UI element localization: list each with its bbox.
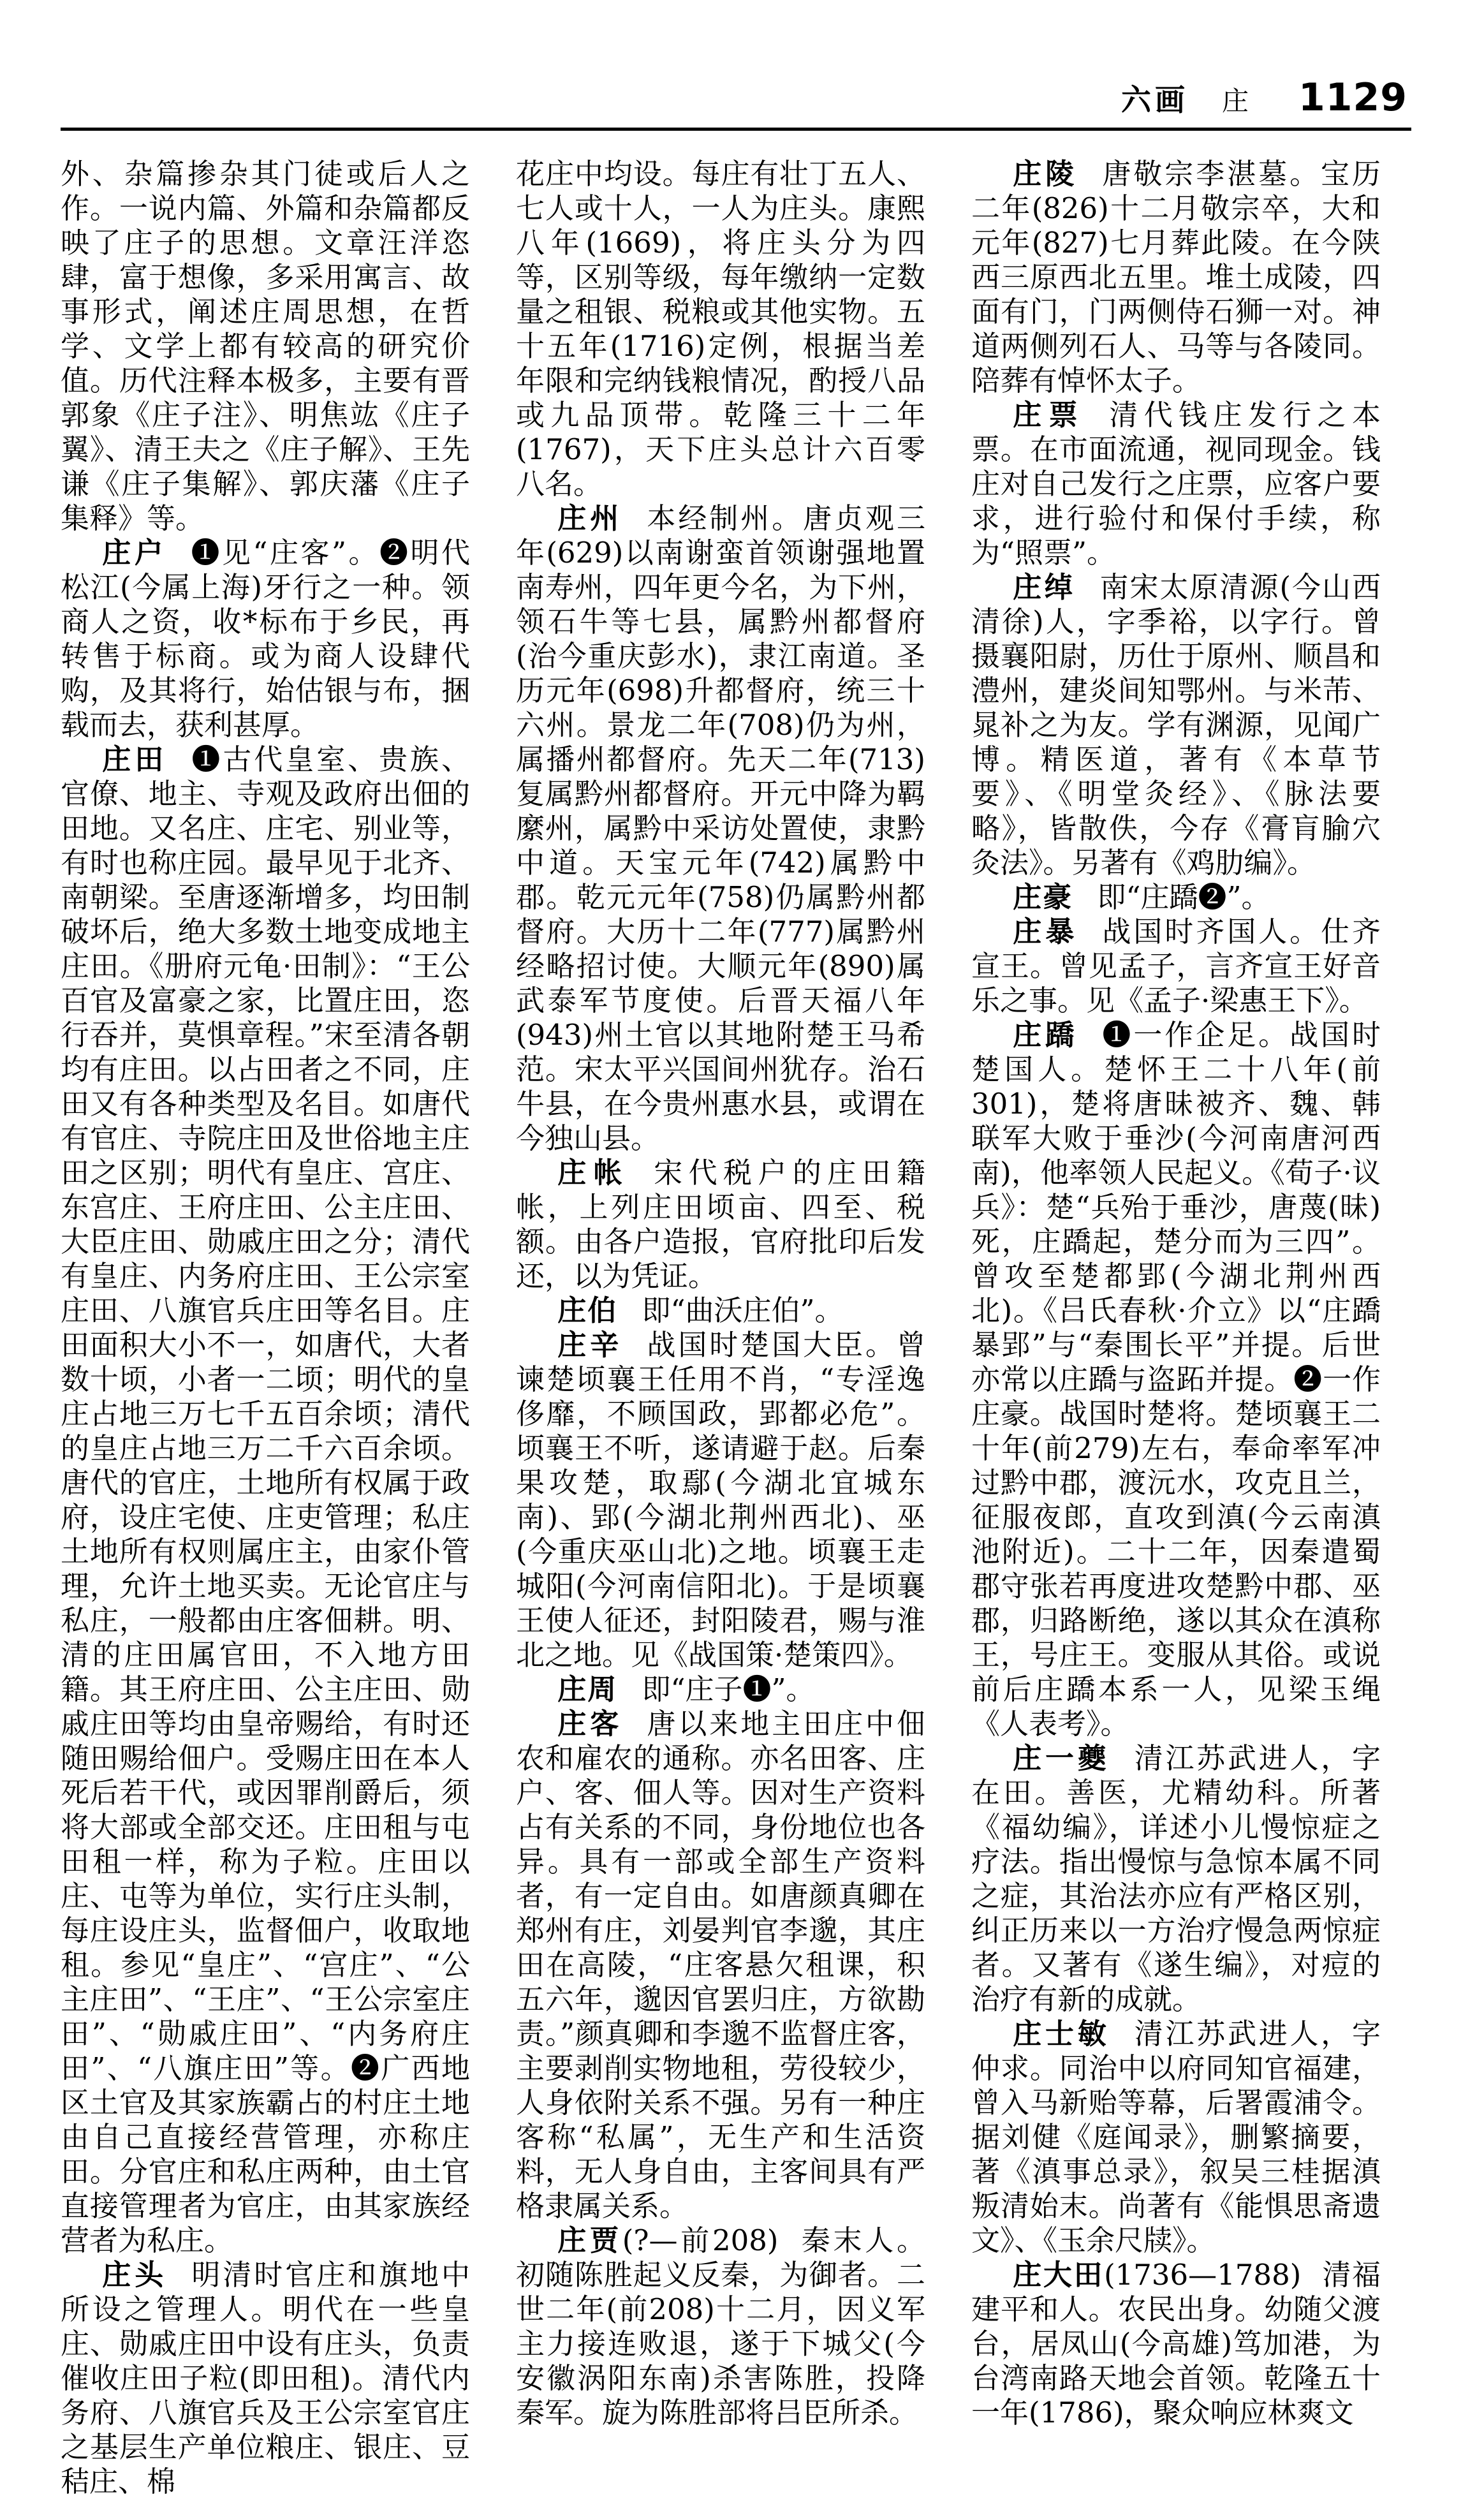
entry-text: 即“庄蹻❷”。: [1097, 880, 1270, 914]
entry-text: 战国时楚国大臣。曾谏楚顷襄王任用不肖，“专淫逸侈靡，不顾国政，郢都必危”。顷襄王不听，遂请避于赵。后秦果攻楚，取鄢(今湖北宜城东南)、郢(今湖北荆州西北)、巫(今重庆巫山北)之地。顷襄王走城阳(今河南信阳北)。于是顷襄王使人征还，封阳陵君，赐与淮北之地。见《战国策·楚策四》。: [516, 1328, 925, 1672]
entry-text: 秦末人。初随陈胜起义反秦，为御者。二世二年(前208)十二月，因义军主力接连败退，遂于下城父(今安徽涡阳东南)杀害陈胜，投降秦军。旋为陈胜部将吕臣所杀。: [516, 2223, 925, 2429]
dictionary-entry: [971, 880, 1381, 915]
entry-text: 即“曲沃庄伯”。: [642, 1294, 844, 1327]
entry-headword: 庄一夔: [1013, 1741, 1110, 1775]
dictionary-entry: [971, 157, 1381, 398]
entry-headword: 庄周: [557, 1672, 618, 1706]
entry-text: ❶见“庄客”。❷明代松江(今属上海)牙行之一种。领商人之资，收*标布于乡民，再转售于标商。或为商人设肆代购，及其将行，始估银与布，捆载而去，获利甚厚。: [61, 536, 470, 742]
header-rule: [61, 128, 1411, 131]
entry-headword: 庄客: [557, 1707, 623, 1741]
dictionary-entry: [971, 1018, 1381, 1741]
entry-text: 清福建平和人。农民出身。幼随父渡台，居凤山(今高雄)笃加港，为台湾南路天地会首领。乾隆五十一年(1786)，聚众响应林爽文: [971, 2258, 1381, 2429]
entry-headword: 庄票: [1013, 398, 1085, 432]
entry-headword: 庄伯: [557, 1294, 618, 1327]
entry-text: 即“庄子❶”。: [642, 1672, 815, 1706]
entry-dates: (?—前208): [622, 2223, 779, 2257]
entry-headword: 庄豪: [1013, 880, 1073, 914]
entry-text: 战国时齐国人。仕齐宣王。曾见孟子，言齐宣王好音乐之事。见《孟子·梁惠王下》。: [971, 915, 1381, 1017]
entry-headword: 庄帐: [557, 1156, 630, 1190]
entry-dates: (1736—1788): [1104, 2258, 1302, 2292]
dictionary-entry: [516, 1294, 925, 1328]
entry-text: ❶古代皇室、贵族、官僚、地主、寺观及政府出佃的田地。又名庄、庄宅、别业等，有时也称庄园。最早见于北齐、南朝梁。至唐逐渐增多，均田制破坏后，绝大多数土地变成地主庄田。《册府元龟·田制》：“王公百官及富豪之家，比置庄田，恣行吞并，莫惧章程。”宋至清各朝均有庄田。以占田者之不同，庄田又有各种类型及名目。如唐代有官庄、寺院庄田及世俗地主庄田之区别；明代有皇庄、宫庄、东宫庄、王府庄田、公主庄田、大臣庄田、勋戚庄田之分；清代有皇庄、内务府庄田、王公宗室庄田、八旗官兵庄田等名目。庄田面积大小不一，如唐代，大者数十顷，小者一二顷；明代的皇庄占地三万七千五百余顷；清代的皇庄占地三万二千六百余顷。唐代的官庄，土地所有权属于政府，设庄宅使、庄吏管理；私庄土地所有权则属庄主，由家仆管理，允许土地买卖。无论官庄与私庄，一般都由庄客佃耕。明、清的庄田属官田，不入地方田籍。其王府庄田、公主庄田、勋戚庄田等均由皇帝赐给，有时还随田赐给佃户。受赐庄田在本人死后若干代，或因罪削爵后，须将大部或全部交还。庄田租与屯田租一样，称为子粒。庄田以庄、屯等为单位，实行庄头制，每庄设庄头，监督佃户，收取地租。参见“皇庄”、“宫庄”、“公主庄田”、“王庄”、“王公宗室庄田”、“勋戚庄田”、“内务府庄田”、“八旗庄田”等。❷广西地区土官及其家族霸占的村庄土地由自己直接经营管理，亦称庄田。分官庄和私庄两种，由土官直接管理者为官庄，由其家族经营者为私庄。: [61, 742, 470, 2257]
entry-headword: 庄大田: [1013, 2258, 1105, 2292]
entry-text: 唐以来地主田庄中佃农和雇农的通称。亦名田客、庄户、客、佃人等。因对生产资料占有关系的不同，身份地位也各异。具有一部或全部生产资料者，有一定自由。如唐颜真卿在郑州有庄，刘晏判官李邈，其庄田在高陵，“庄客悬欠租课，积五六年，邈因官罢归庄，方欲勘责。”颜真卿和李邈不监督庄客，主要剥削实物地租，劳役较少，人身依附关系不强。另有一种庄客称“私属”，无生产和生活资料，无人身自由，主客间具有严格隶属关系。: [516, 1707, 925, 2223]
entry-continuation: [516, 157, 925, 501]
entry-headword: 庄户: [102, 536, 167, 570]
dictionary-entry: [971, 1741, 1381, 2017]
entry-text: 外、杂篇掺杂其门徒或后人之作。一说内篇、外篇和杂篇都反映了庄子的思想。文章汪洋恣肆，富于想像，多采用寓言、故事形式，阐述庄周思想，在哲学、文学上都有较高的研究价值。历代注释本极多，主要有晋郭象《庄子注》、明焦竑《庄子翼》、清王夫之《庄子解》、王先谦《庄子集解》、郭庆藩《庄子集释》等。: [61, 157, 470, 535]
dictionary-entry: [61, 536, 470, 742]
dictionary-entry: [516, 1672, 925, 1707]
entry-headword: 庄州: [557, 501, 623, 535]
entry-text: ❶一作企足。战国时楚国人。楚怀王二十八年(前301)，楚将唐昧被齐、魏、韩联军大败于垂沙(今河南唐河西南)，他率领人民起义。《荀子·议兵》：楚“兵殆于垂沙，唐蔑(昧)死，庄蹻起，楚分而为三四”。曾攻至楚都郢(今湖北荆州西北)。《吕氏春秋·介立》以“庄蹻暴郢”与“秦围长平”并提。后世亦常以庄蹻与盗跖并提。❷一作庄豪。战国时楚将。楚顷襄王二十年(前279)左右，奉命率军冲过黔中郡，渡沅水，攻克且兰，征服夜郎，直攻到滇(今云南滇池附近)。二十二年，因秦遣蜀郡守张若再度进攻楚黔中郡、巫郡，归路断绝，遂以其众在滇称王，号庄王。变服从其俗。或说前后庄蹻本系一人，见梁玉绳《人表考》。: [971, 1018, 1381, 1741]
dictionary-entry: [516, 1707, 925, 2223]
dictionary-entry: [971, 2017, 1381, 2258]
entry-headword: 庄蹻: [1013, 1018, 1078, 1052]
dictionary-entry: [971, 2258, 1381, 2430]
radical-character: 庄: [1221, 85, 1249, 117]
text-columns: [61, 157, 1381, 2499]
entry-text: 本经制州。唐贞观三年(629)以南谢蛮首领谢强地置南寿州，四年更今名，为下州，领石牛等七县，属黔州都督府(治今重庆彭水)，隶江南道。圣历元年(698)升都督府，统三十六州。景龙二年(708)仍为州，属播州都督府。先天二年(713)复属黔州都督府。开元中降为羁縻州，属黔中采访处置使，隶黔中道。天宝元年(742)属黔中郡。乾元元年(758)仍属黔州都督府。大历十二年(777)属黔州经略招讨使。大顺元年(890)属武泰军节度使。后晋天福八年(943)州土官以其地附楚王马希范。宋太平兴国间州犹存。治石牛县，在今贵州惠水县，或谓在今独山县。: [516, 501, 925, 1155]
entry-headword: 庄头: [102, 2258, 168, 2292]
entry-text: 宋代税户的庄田籍帐，上列庄田顷亩、四至、税额。由各户造报，官府批印后发还，以为凭证。: [516, 1156, 925, 1293]
entry-headword: 庄暴: [1013, 915, 1078, 948]
page-header: [1121, 75, 1407, 120]
entry-text: 唐敬宗李湛墓。宝历二年(826)十二月敬宗卒，大和元年(827)七月葬此陵。在今陕西三原西北五里。堆土成陵，四面有门，门两侧侍石狮一对。神道两侧列石人、马等与各陵同。陪葬有悼怀太子。: [971, 157, 1381, 397]
dictionary-entry: [61, 2258, 470, 2499]
dictionary-entry: [971, 570, 1381, 880]
entry-text: 明清时官庄和旗地中所设之管理人。明代在一些皇庄、勋戚庄田中设有庄头，负责催收庄田子粒(即田租)。清代内务府、八旗官兵及王公宗室官庄之基层生产单位粮庄、银庄、豆秸庄、棉: [61, 2258, 470, 2498]
entry-text: 清江苏武进人，字在田。善医，尤精幼科。所著《福幼编》，详述小儿慢惊症之疗法。指出慢惊与急惊本属不同之症，其治法亦应有严格区别，纠正历来以一方治疗慢急两惊症者。又著有《遂生编》，对痘的治疗有新的成就。: [971, 1741, 1381, 2016]
entry-continuation: [61, 157, 470, 536]
entry-headword: 庄士敏: [1013, 2017, 1110, 2051]
entry-text: 南宋太原清源(今山西清徐)人，字季裕，以字行。曾摄襄阳尉，历仕于原州、顺昌和澧州，建炎间知鄂州。与米芾、晁补之为友。学有渊源，见闻广博。精医道，著有《本草节要》、《明堂灸经》、《脉法要略》，皆散佚，今存《膏肓腧穴灸法》。另著有《鸡肋编》。: [971, 570, 1381, 880]
entry-text: 清代钱庄发行之本票。在市面流通，视同现金。钱庄对自己发行之庄票，应客户要求，进行验付和保付手续，称为“照票”。: [971, 398, 1381, 570]
dictionary-entry: [971, 398, 1381, 570]
page-number: 1129: [1298, 75, 1407, 120]
dictionary-entry: [971, 915, 1381, 1018]
text-column: [516, 157, 925, 2499]
text-column: [971, 157, 1381, 2499]
text-column: [61, 157, 470, 2499]
entry-headword: 庄陵: [1013, 157, 1078, 191]
dictionary-entry: [61, 742, 470, 2258]
stroke-section-label: 六画: [1120, 83, 1189, 118]
dictionary-entry: [516, 2223, 925, 2430]
entry-headword: 庄田: [102, 742, 168, 776]
entry-headword: 庄绰: [1013, 570, 1076, 604]
entry-text: 清江苏武进人，字仲求。同治中以府同知官福建，曾入马新贻等幕，后署霞浦令。据刘健《庭闻录》，删繁摘要，著《滇事总录》，叙吴三桂据滇叛清始末。尚著有《能惧思斋遗文》、《玉余尺牍》。: [971, 2017, 1381, 2257]
dictionary-entry: [516, 1156, 925, 1294]
dictionary-entry: [516, 1328, 925, 1672]
dictionary-entry: [516, 501, 925, 1156]
entry-headword: 庄贾: [557, 2223, 622, 2257]
entry-text: 花庄中均设。每庄有壮丁五人、七人或十人，一人为庄头。康熙八年(1669)，将庄头分为四等，区别等级，每年缴纳一定数量之租银、税粮或其他实物。五十五年(1716)定例，根据当差年限和完纳钱粮情况，酌授八品或九品顶带。乾隆三十二年(1767)，天下庄头总计六百零八名。: [516, 157, 925, 501]
entry-headword: 庄辛: [557, 1328, 623, 1362]
